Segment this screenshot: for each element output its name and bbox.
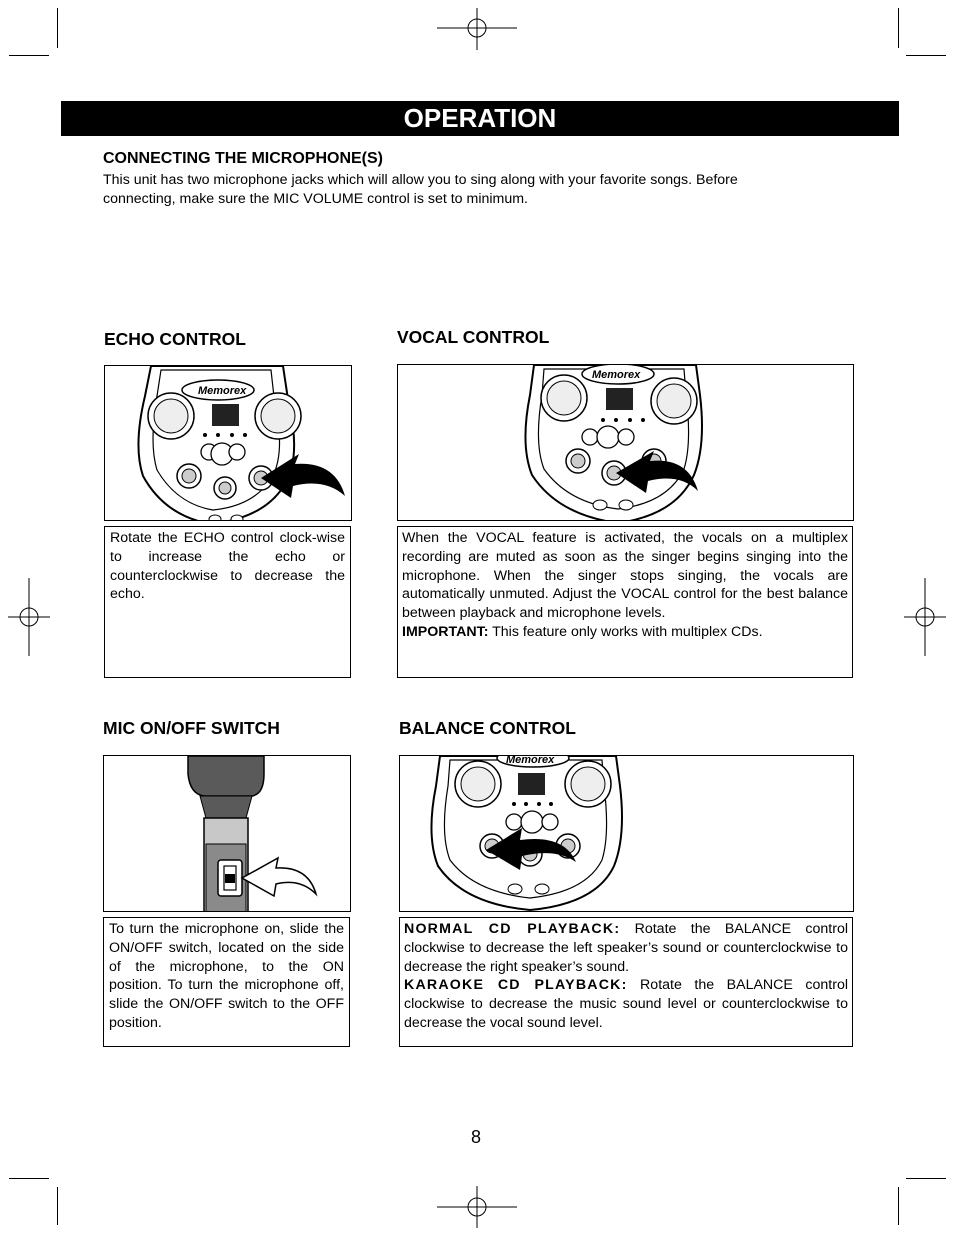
crop-mark xyxy=(906,1178,946,1179)
slide-arrow-icon xyxy=(242,858,316,896)
crop-mark xyxy=(9,1178,49,1179)
echo-description xyxy=(104,526,351,678)
mic-illustration xyxy=(103,755,351,912)
crop-mark xyxy=(898,8,899,48)
crop-mark xyxy=(898,1187,899,1225)
connecting-paragraph xyxy=(103,171,843,209)
karaoke-playback-label: KARAOKE CD PLAYBACK: xyxy=(404,977,628,994)
connecting-heading: CONNECTING THE MICROPHONE(S) xyxy=(103,150,383,167)
connecting-line-2: connecting, make sure the MIC VOLUME control is set to minimum. xyxy=(103,191,528,207)
crop-mark xyxy=(57,8,58,48)
echo-text: Rotate the ECHO control clock-wise to increase the echo or counterclockwise to decrease the echo. xyxy=(110,530,345,603)
registration-mark-right xyxy=(904,578,946,656)
connecting-line-1: This unit has two microphone jacks which will allow you to sing along with your favorite songs. Before xyxy=(103,172,738,188)
balance-description xyxy=(399,917,853,1047)
brand-logo: Memorex xyxy=(592,369,641,381)
registration-mark-left xyxy=(8,578,50,656)
vocal-illustration xyxy=(397,364,854,521)
balance-illustration xyxy=(399,755,854,912)
mic-switch-description xyxy=(103,917,350,1047)
important-text: This feature only works with multiplex CDs. xyxy=(488,623,763,640)
normal-playback-label: NORMAL CD PLAYBACK: xyxy=(404,921,621,937)
echo-illustration xyxy=(104,365,352,521)
mic-switch-heading: MIC ON/OFF SWITCH xyxy=(103,718,280,738)
page-title-banner xyxy=(61,101,899,136)
vocal-description xyxy=(397,526,853,678)
balance-heading: BALANCE CONTROL xyxy=(399,718,576,738)
crop-mark xyxy=(57,1187,58,1225)
mic-switch-text: To turn the microphone on, slide the ON/OFF switch, located on the side of the microphone, to the ON position. To turn the microphone off, slide the ON/OFF switch to the OFF position. xyxy=(109,921,344,1031)
brand-logo: Memorex xyxy=(506,756,555,766)
registration-mark-bottom xyxy=(437,1186,517,1228)
registration-mark-top xyxy=(437,8,517,50)
important-label: IMPORTANT: xyxy=(402,623,489,640)
vocal-heading: VOCAL CONTROL xyxy=(397,327,550,347)
normal-playback-text: Rotate the BALANCE control clockwise to decrease the left speaker’s sound or counterclockwise to decrease the right speaker’s sound. xyxy=(404,921,849,975)
karaoke-playback-text: Rotate the BALANCE control clockwise to decrease the music sound level or counterclockwise to decrease the vocal sound level. xyxy=(404,977,848,1031)
brand-logo: Memorex xyxy=(198,385,247,397)
crop-mark xyxy=(906,55,946,56)
page-number: 8 xyxy=(471,1127,482,1147)
page-title: OPERATION xyxy=(403,103,557,133)
vocal-text: When the VOCAL feature is activated, the vocals on a multiplex recording are muted as soon as the singer begins singing into the microphone. When the singer stops singing, the vocals are automatically unmuted. Adjust the VOCAL control for the best balance between playback and microphone levels. xyxy=(402,530,848,622)
crop-mark xyxy=(9,55,49,56)
echo-heading: ECHO CONTROL xyxy=(104,329,246,349)
